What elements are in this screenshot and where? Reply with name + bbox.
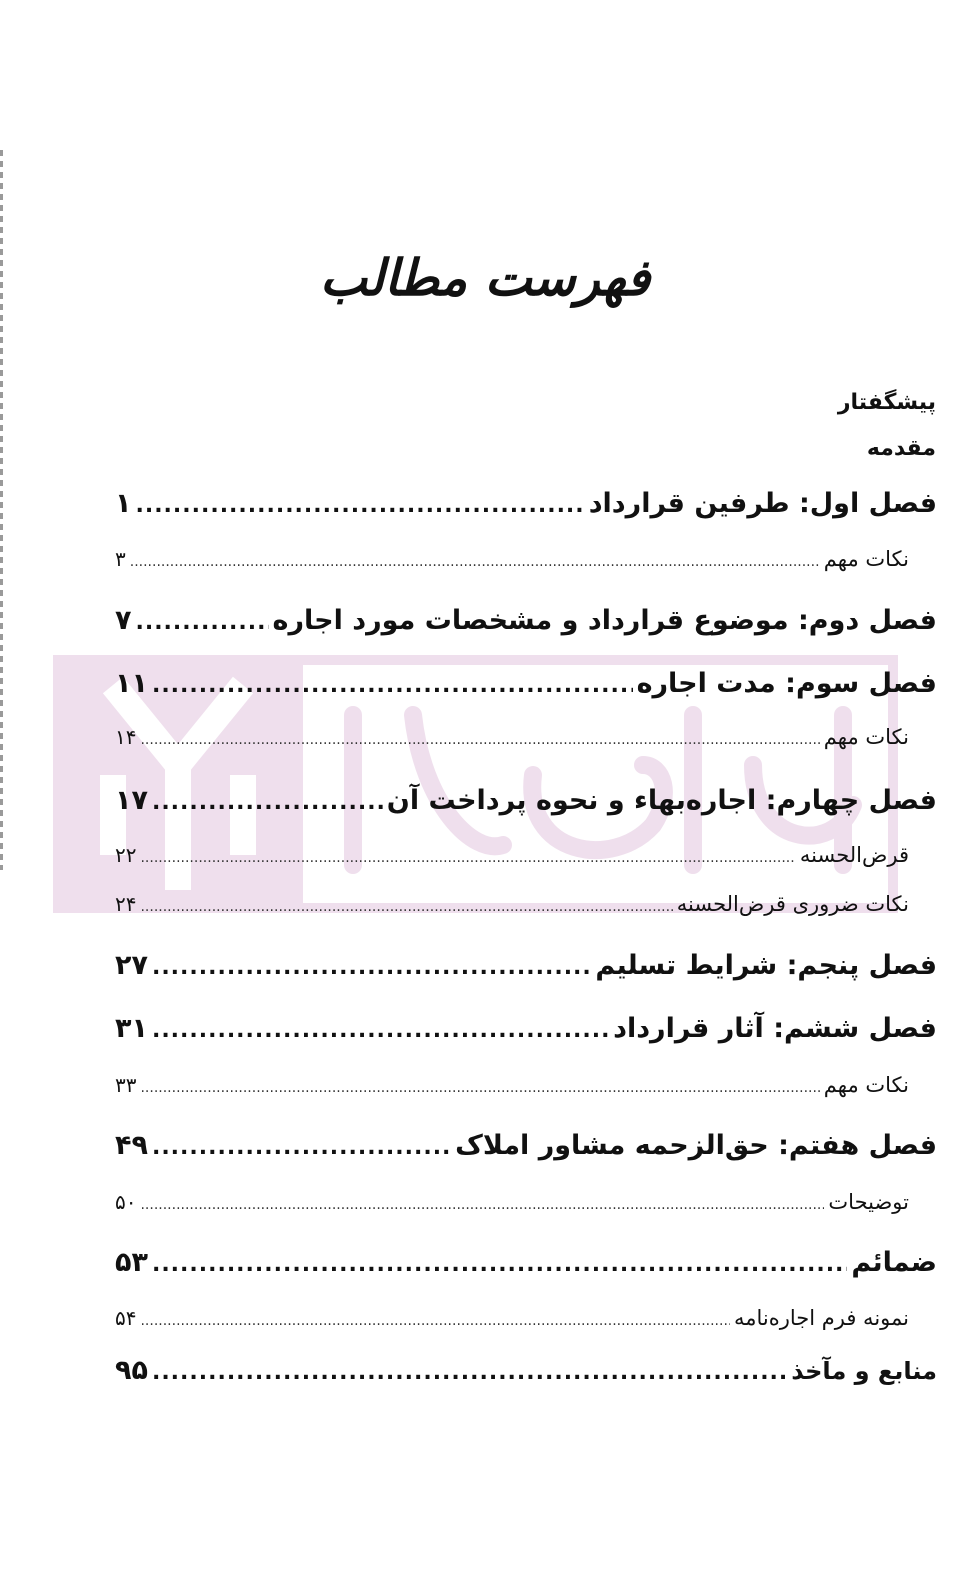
toc-entry-label: فصل هفتم: حق‌الزحمه مشاور املاک <box>455 1130 937 1161</box>
toc-page-number: ۴۹ <box>115 1130 148 1161</box>
toc-page-number: ۱۱ <box>115 668 148 699</box>
toc-entry-label: توضیحات <box>828 1190 909 1214</box>
toc-subentry[interactable] <box>115 725 937 749</box>
toc-entry-label: منابع و مآخذ <box>791 1357 937 1385</box>
toc-subentry[interactable] <box>115 843 937 867</box>
toc-entry-label: نمونه فرم اجاره‌نامه <box>733 1306 909 1330</box>
toc-chapter[interactable] <box>115 1130 937 1161</box>
toc-entry-label: نکات ضروری قرض‌الحسنه <box>676 892 909 916</box>
toc-chapter[interactable] <box>115 1247 937 1278</box>
dot-leader <box>152 1018 609 1043</box>
page-title: فهرست مطالب <box>319 248 651 307</box>
dot-leader <box>130 554 820 570</box>
toc-chapter[interactable] <box>115 605 937 636</box>
toc-page-number: ۷ <box>115 605 132 636</box>
dot-leader <box>140 732 819 748</box>
toc-entry-label: فصل ششم: آثار قرارداد <box>613 1013 937 1044</box>
toc-entry-label: قرض‌الحسنه <box>799 843 909 867</box>
toc-entry-label: فصل اول: طرفین قرارداد <box>588 488 937 519</box>
toc-entry-label: فصل پنجم: شرایط تسلیم <box>595 950 937 981</box>
toc-page-number: ۳ <box>115 547 126 571</box>
toc-subentry[interactable] <box>115 547 937 571</box>
dot-leader <box>152 955 591 980</box>
toc-page-number: ۲۴ <box>115 892 137 916</box>
dot-leader <box>140 1080 819 1096</box>
toc-entry-label: ضمائم <box>851 1247 937 1278</box>
toc-page-number: ۳۱ <box>115 1013 148 1044</box>
toc-page-number: ۲۲ <box>115 843 137 867</box>
dot-leader <box>140 1197 824 1213</box>
dot-leader <box>152 790 383 815</box>
front-matter-preface: پیشگفتار <box>837 390 936 415</box>
toc-subentry[interactable] <box>115 1306 937 1330</box>
toc-entry-label: نکات مهم <box>823 725 909 749</box>
toc-page-number: ۹۵ <box>115 1355 148 1386</box>
dot-leader <box>152 1135 451 1160</box>
dot-leader <box>152 673 633 698</box>
toc-page-number: ۵۰ <box>115 1190 137 1214</box>
toc-chapter[interactable] <box>115 785 937 816</box>
toc-chapter[interactable] <box>115 1355 937 1386</box>
toc-subentry[interactable] <box>115 892 937 916</box>
toc-page-number: ۵۳ <box>115 1247 148 1278</box>
toc-page-number: ۱۴ <box>115 725 137 749</box>
dot-leader <box>140 1313 729 1329</box>
toc-subentry[interactable] <box>115 1073 937 1097</box>
toc-entry-label: فصل سوم: مدت اجاره <box>636 668 937 699</box>
toc-page-number: ۱۷ <box>115 785 148 816</box>
dot-leader <box>135 493 584 518</box>
toc-chapter[interactable] <box>115 1013 937 1044</box>
toc-page-number: ۵۴ <box>115 1306 137 1330</box>
toc-subentry[interactable] <box>115 1190 937 1214</box>
dot-leader <box>135 610 268 635</box>
toc-entry-label: فصل دوم: موضوع قرارداد و مشخصات مورد اجاره <box>272 605 937 636</box>
toc-page-number: ۱ <box>115 488 132 519</box>
dot-leader <box>140 899 672 915</box>
toc-chapter[interactable] <box>115 668 937 699</box>
dot-leader <box>152 1360 787 1385</box>
dot-leader <box>140 850 795 866</box>
dot-leader <box>152 1252 847 1277</box>
front-matter-introduction: مقدمه <box>866 436 936 461</box>
toc-page-number: ۳۳ <box>115 1073 137 1097</box>
toc-entry-label: فصل چهارم: اجاره‌بهاء و نحوه پرداخت آن <box>386 785 937 816</box>
toc-page-number: ۲۷ <box>115 950 148 981</box>
toc-chapter[interactable] <box>115 950 937 981</box>
toc-entry-label: نکات مهم <box>823 1073 909 1097</box>
toc-entry-label: نکات مهم <box>823 547 909 571</box>
toc-chapter[interactable] <box>115 488 937 519</box>
